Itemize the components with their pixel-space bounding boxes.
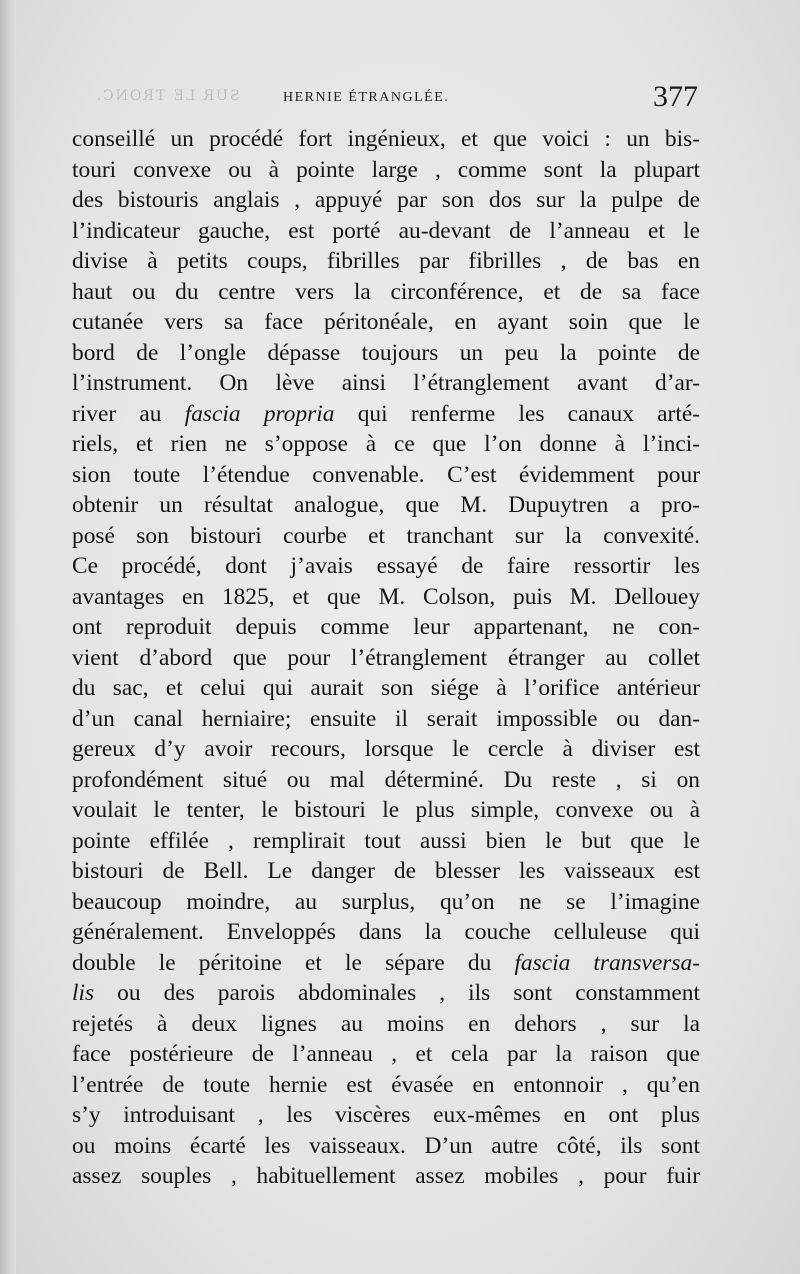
text-segment: bistouri de Bell. Le danger de blesser les vaisseaux est (72, 858, 700, 884)
text-line (72, 551, 700, 582)
text-line (72, 704, 700, 735)
text-segment: ou des parois abdominales , ils sont constamment (94, 980, 700, 1006)
text-segment: river au (72, 400, 185, 427)
italic-text: fascia transversa- (514, 949, 700, 976)
text-line (72, 155, 700, 186)
italic-text: lis (72, 980, 95, 1006)
page-gutter-shadow (0, 0, 16, 1274)
text-segment: divise à petits coups, fibrilles par fibrilles , de bas en (72, 248, 700, 274)
text-line (72, 734, 700, 765)
text-line (72, 124, 700, 155)
text-line (72, 1100, 700, 1131)
text-segment: d’un canal herniaire; ensuite il serait impossible ou dan- (72, 705, 700, 732)
text-line (72, 399, 700, 430)
text-line (72, 1009, 700, 1040)
text-line (72, 948, 700, 979)
text-segment: posé son bistouri courbe et tranchant sur la convexité. (72, 522, 700, 549)
text-line (72, 1039, 700, 1070)
text-segment: s’y introduisant , les viscères eux-mêmes en ont plus (72, 1102, 700, 1128)
text-segment: bord de l’ongle dépasse toujours un peu la pointe de (72, 339, 700, 366)
text-segment: l’instrument. On lève ainsi l’étranglement avant d’ar- (72, 370, 700, 396)
text-segment: généralement. Enveloppés dans la couche celluleuse qui (72, 919, 700, 945)
text-segment: double le péritoine et le sépare du (72, 949, 515, 976)
text-line (72, 1131, 700, 1162)
body-text (72, 124, 700, 1192)
text-line (72, 490, 700, 521)
text-line (72, 887, 700, 918)
text-segment: face postérieure de l’anneau , et cela par la raison que (72, 1041, 700, 1067)
text-segment: obtenir un résultat analogue, que M. Dupuytren a pro- (72, 492, 700, 518)
text-line (72, 277, 700, 308)
text-segment: haut ou du centre vers la circonférence, et de sa face (72, 278, 700, 305)
text-line (72, 429, 700, 460)
text-line (72, 460, 700, 491)
text-line (72, 1161, 700, 1192)
text-segment: riels, et rien ne s’oppose à ce que l’on donne à l’inci- (72, 431, 700, 457)
text-segment: du sac, et celui qui aurait son siége à l’orifice antérieur (72, 675, 700, 701)
text-segment: gereux d’y avoir recours, lorsque le cercle à diviser est (72, 736, 700, 762)
text-segment: rejetés à deux lignes au moins en dehors , sur la (72, 1010, 700, 1037)
italic-text: fascia propria (184, 400, 335, 427)
text-segment: profondément situé ou mal déterminé. Du reste , si on (72, 766, 700, 793)
text-segment: l’entrée de toute hernie est évasée en entonnoir , qu’en (72, 1071, 700, 1098)
text-segment: ou moins écarté les vaisseaux. D’un autre côté, ils sont (72, 1132, 700, 1159)
text-line (72, 673, 700, 704)
text-line (72, 856, 700, 887)
text-line (72, 795, 700, 826)
text-line (72, 521, 700, 552)
running-title: HERNIE ÉTRANGLÉE. (283, 90, 450, 105)
text-line (72, 826, 700, 857)
bleed-through-text: SUR LE TRONC. (95, 88, 240, 104)
text-line (72, 246, 700, 277)
text-segment: voulait le tenter, le bistouri le plus simple, convexe ou à (72, 797, 700, 823)
text-line (72, 612, 700, 643)
text-line (72, 917, 700, 948)
text-segment: conseillé un procédé fort ingénieux, et que voici : un bis- (72, 126, 700, 152)
text-line (72, 978, 700, 1009)
text-segment: assez souples , habituellement assez mobiles , pour fuir (72, 1163, 700, 1189)
text-segment: l’indicateur gauche, est porté au-devant de l’anneau et le (72, 217, 700, 244)
text-segment: qui renferme les canaux arté- (334, 400, 700, 427)
text-segment: beaucoup moindre, au surplus, qu’on ne se l’imagine (72, 888, 700, 915)
text-segment: ont reproduit depuis comme leur appartenant, ne con- (72, 614, 700, 640)
text-segment: sion toute l’étendue convenable. C’est évidemment pour (72, 461, 700, 488)
text-line (72, 338, 700, 369)
text-line (72, 582, 700, 613)
text-line (72, 643, 700, 674)
text-segment: touri convexe ou à pointe large , comme sont la plupart (72, 156, 700, 183)
text-line (72, 185, 700, 216)
text-line (72, 307, 700, 338)
text-line (72, 216, 700, 247)
text-segment: pointe effilée , remplirait tout aussi bien le but que le (72, 827, 700, 854)
page-number: 377 (653, 80, 698, 113)
text-segment: des bistouris anglais , appuyé par son dos sur la pulpe de (72, 187, 700, 213)
text-segment: Ce procédé, dont j’avais essayé de faire ressortir les (72, 553, 700, 579)
text-line (72, 368, 700, 399)
text-segment: avantages en 1825, et que M. Colson, puis M. Dellouey (72, 583, 700, 610)
text-segment: cutanée vers sa face péritonéale, en ayant soin que le (72, 309, 700, 335)
text-line (72, 1070, 700, 1101)
text-segment: vient d’abord que pour l’étranglement étranger au collet (72, 644, 700, 671)
text-line (72, 765, 700, 796)
